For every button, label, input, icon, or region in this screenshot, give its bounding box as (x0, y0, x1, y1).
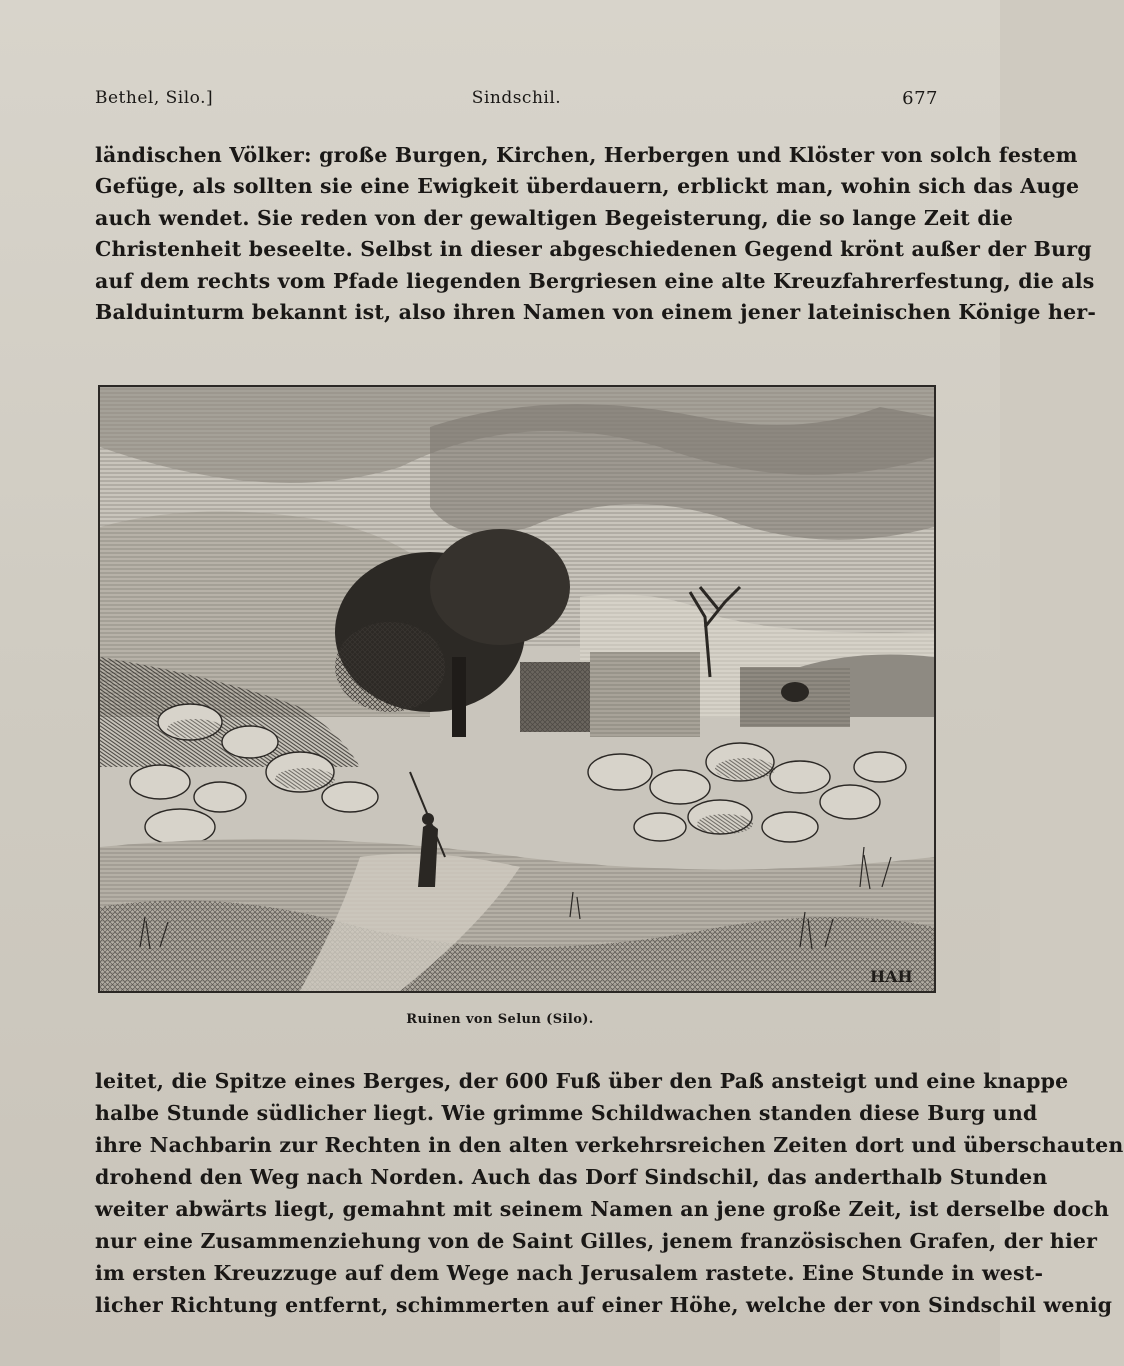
text-line: ihre Nachbarin zur Rechten in den alten verkehrsreichen Zeiten dort und überschauten (95, 1133, 1124, 1157)
engraving-illustration (98, 385, 936, 993)
text-line: weiter abwärts liegt, gemahnt mit seinem Namen an jene große Zeit, ist derselbe doch (95, 1197, 1110, 1221)
ruins-landscape-engraving (100, 387, 934, 991)
paragraph-top (95, 140, 1097, 328)
text-line: Balduinturm bekannt ist, also ihren Namen von einem jener lateinischen Könige her- (95, 300, 1097, 325)
text-line: licher Richtung entfernt, schimmerten auf einer Höhe, welche der von Sindschil wenig (95, 1293, 1113, 1317)
header-left: Bethel, Silo.] (95, 88, 214, 108)
text-line: nur eine Zusammenziehung von de Saint Gilles, jenem französischen Grafen, der hier (95, 1229, 1098, 1253)
text-line: ländischen Völker: große Burgen, Kirchen, Herbergen und Klöster von solch festem (95, 143, 1078, 167)
text-line: Gefüge, als sollten sie eine Ewigkeit überdauern, erblickt man, wohin sich das Auge (95, 174, 1080, 199)
page-number: 677 (902, 88, 938, 109)
running-header (95, 88, 938, 118)
text-line: im ersten Kreuzzuge auf dem Wege nach Jerusalem rastete. Eine Stunde in west- (95, 1261, 1044, 1285)
header-center: Sindschil. (471, 88, 562, 108)
text-line: auch wendet. Sie reden von der gewaltigen Begeisterung, die so lange Zeit die (95, 205, 1014, 230)
text-line: drohend den Weg nach Norden. Auch das Dorf Sindschil, das anderthalb Stunden (95, 1165, 1048, 1189)
text-line: Christenheit beseelte. Selbst in dieser abgeschiedenen Gegend krönt außer der Burg (95, 237, 1092, 262)
engraver-signature: HAH (870, 967, 913, 986)
figure-caption: Ruinen von Selun (Silo). (406, 1012, 594, 1027)
text-line: auf dem rechts vom Pfade liegenden Bergriesen eine alte Kreuzfahrerfestung, die als (95, 268, 1095, 293)
text-line: leitet, die Spitze eines Berges, der 600 Fuß über den Paß ansteigt und eine knappe (95, 1069, 1069, 1093)
paragraph-bottom (95, 1065, 1124, 1321)
text-line: halbe Stunde südlicher liegt. Wie grimme Schildwachen standen diese Burg und (95, 1101, 1038, 1125)
